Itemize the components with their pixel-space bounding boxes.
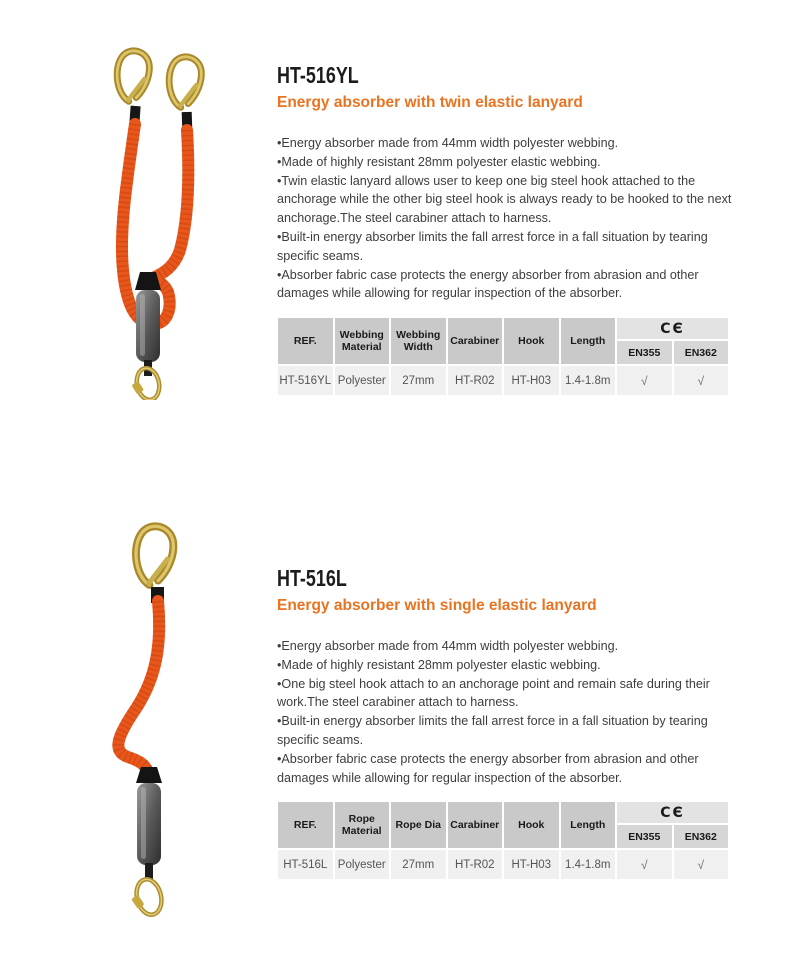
col-header-en355: EN355: [616, 340, 673, 365]
carabiner-icon: [127, 877, 165, 919]
cell-length: 1.4-1.8m: [560, 849, 617, 880]
feature-bullet-list: [277, 134, 749, 303]
product-model-title: HT-516L: [277, 565, 347, 591]
col-header-en362: EN362: [673, 340, 730, 365]
product-photo-single-lanyard: [80, 515, 260, 925]
product-photo-twin-lanyard: [80, 40, 260, 400]
col-header-webbing-width: Webbing Width: [390, 317, 447, 365]
cell-en362-check: √: [673, 365, 730, 396]
col-header-hook: Hook: [503, 801, 560, 849]
absorber-highlight: [141, 787, 146, 859]
table-row: [277, 849, 729, 880]
col-header-rope-dia: Rope Dia: [390, 801, 447, 849]
feature-bullet-list: [277, 637, 749, 787]
steel-hook-left-icon: [117, 51, 149, 101]
elastic-rope: [118, 601, 159, 773]
product-subtitle: Energy absorber with single elastic lanyard: [277, 597, 597, 614]
product-section-ht516l: [277, 565, 749, 880]
feature-bullet: •Built-in energy absorber limits the fall arrest force in a fall situation by tearing specific seams.: [277, 714, 708, 747]
energy-absorber-case: [136, 290, 160, 362]
product-subtitle: Energy absorber with twin elastic lanyard: [277, 94, 583, 111]
feature-bullet: •Absorber fabric case protects the energy absorber from abrasion and other damages while allowing for regular inspection of the absorber.: [277, 267, 699, 301]
steel-hook-icon: [136, 526, 173, 585]
cell-width: 27mm: [390, 365, 447, 396]
col-header-carabiner: Carabiner: [447, 317, 504, 365]
cell-en355-check: √: [616, 365, 673, 396]
feature-bullet: •Built-in energy absorber limits the fall arrest force in a fall situation by tearing specific seams.: [277, 229, 708, 263]
elastic-rope-right: [151, 130, 188, 279]
cell-material: Polyester: [334, 849, 391, 880]
feature-bullet: •Made of highly resistant 28mm polyester elastic webbing.: [277, 657, 601, 672]
cell-ref: HT-516YL: [277, 365, 334, 396]
feature-bullet: •Twin elastic lanyard allows user to keep one big steel hook attached to the anchorage while the other big steel hook is always ready to be hooked to the next anchorage.The steel carabiner attach to harness.: [277, 173, 732, 226]
col-header-en355: EN355: [616, 824, 673, 849]
feature-bullet: •Energy absorber made from 44mm width polyester webbing.: [277, 639, 619, 653]
table-row: [277, 365, 729, 396]
cell-dia: 27mm: [390, 849, 447, 880]
col-header-webbing-material: Webbing Material: [334, 317, 391, 365]
col-header-rope-material: Rope Material: [334, 801, 391, 849]
cell-length: 1.4-1.8m: [560, 365, 617, 396]
product-model-title: HT-516YL: [277, 62, 359, 88]
col-header-length: Length: [560, 317, 617, 365]
col-header-length: Length: [560, 801, 617, 849]
ce-mark-header: CЄ: [616, 317, 729, 340]
absorber-highlight: [140, 294, 145, 356]
col-header-ref: REF.: [277, 317, 334, 365]
product-section-ht516yl: [277, 62, 749, 396]
spec-table-ht516l: [277, 801, 729, 880]
ce-mark-header: CЄ: [616, 801, 729, 824]
steel-hook-right-icon: [169, 57, 201, 107]
col-header-hook: Hook: [503, 317, 560, 365]
cell-ref: HT-516L: [277, 849, 334, 880]
col-header-en362: EN362: [673, 824, 730, 849]
cell-hook: HT-H03: [503, 365, 560, 396]
cell-carabiner: HT-R02: [447, 365, 504, 396]
energy-absorber-case: [137, 783, 161, 865]
cell-en355-check: √: [616, 849, 673, 880]
cell-hook: HT-H03: [503, 849, 560, 880]
feature-bullet: •Made of highly resistant 28mm polyester elastic webbing.: [277, 154, 601, 169]
cell-carabiner: HT-R02: [447, 849, 504, 880]
single-lanyard-illustration: [80, 515, 260, 925]
cell-material: Polyester: [334, 365, 391, 396]
spec-table-ht516yl: [277, 317, 729, 396]
cell-en362-check: √: [673, 849, 730, 880]
col-header-carabiner: Carabiner: [447, 801, 504, 849]
feature-bullet: •Absorber fabric case protects the energy absorber from abrasion and other damages while allowing for regular inspection of the absorber.: [277, 751, 699, 785]
feature-bullet: •Energy absorber made from 44mm width polyester webbing.: [277, 136, 619, 150]
twin-lanyard-illustration: [80, 40, 260, 400]
feature-bullet: •One big steel hook attach to an anchorage point and remain safe during their work.The steel carabiner attach to harness.: [277, 676, 710, 710]
col-header-ref: REF.: [277, 801, 334, 849]
